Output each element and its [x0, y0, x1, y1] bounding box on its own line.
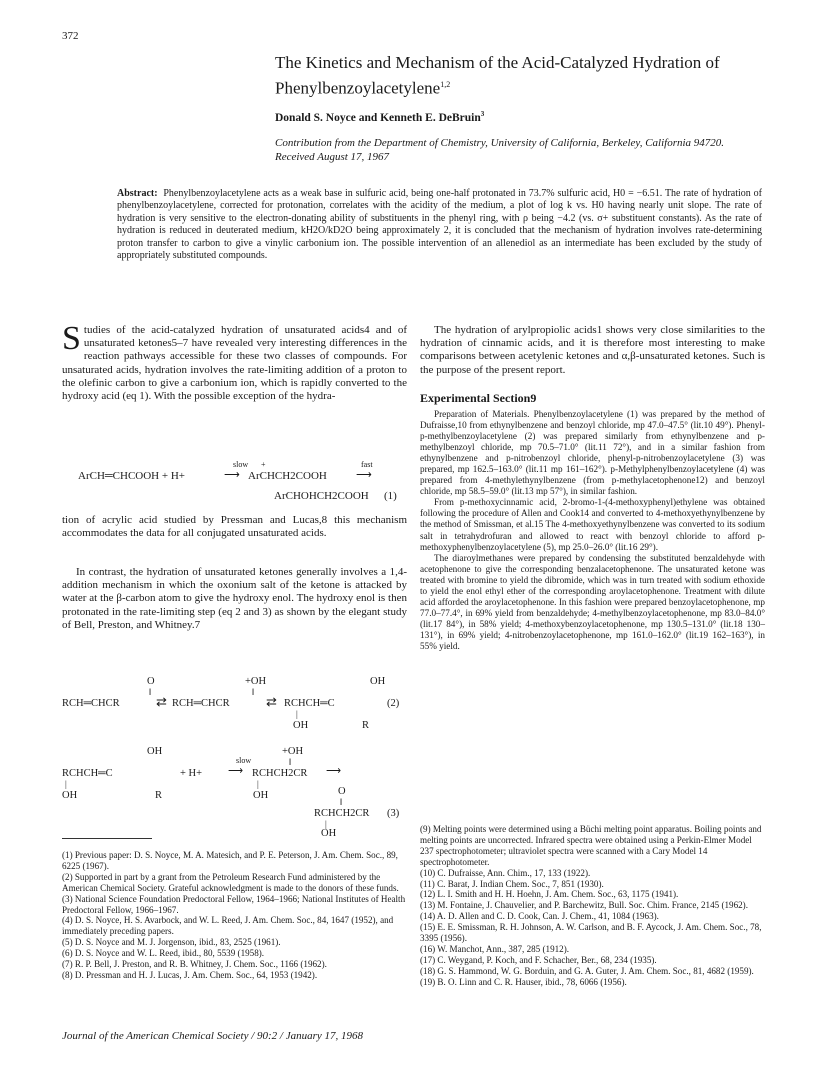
- eq3-slow-label: slow: [236, 756, 252, 765]
- footnote: (6) D. S. Noyce and W. L. Reed, ibid., 80, 5539 (1958).: [62, 948, 265, 959]
- affiliation: Contribution from the Department of Chemistry, University of California, Berkeley, California 94720. Received August 17, 1967: [275, 137, 725, 163]
- abstract-text: Phenylbenzoylacetylene acts as a weak base in sulfuric acid, being one-half protonated in 73.7% sulfuric acid, H0 = −6.51. The rate of hydration of phenylbenzoylacetylene, corrected for protonation, correlates with the acidity of the medium, a plot of log k vs. H0 having nearly unit slope. The rate of hydration is very sensitive to the electron-donating ability of substituents in the phenyl ring, with ρ being −4.2 (vs. σ+ substituent constants). As the rate of hydration is reduced in deuterated medium, kH2O/kD2O being approximately 2, it is concluded that the mechanism of hydration involves rate-determining proton transfer to carbon to give a vinylic carbonium ion. The possible intervention of an allenediol as an intermediate has been excluded by the study of appropriately substituted compounds.: [117, 188, 763, 262]
- eq3-final-bond: |: [325, 819, 327, 829]
- eq3-final-double-bond: ‖: [340, 797, 343, 807]
- eq2-ketone: RCH═CHCR: [62, 698, 120, 709]
- footnote: (10) C. Dufraisse, Ann. Chim., 17, 133 (1922).: [420, 867, 591, 878]
- eq3-number: (3): [387, 808, 400, 819]
- eq3-protonated-oh: +OH: [282, 746, 304, 757]
- footnote: (7) R. P. Bell, J. Preston, and R. B. Whitney, J. Chem. Soc., 1166 (1962).: [62, 959, 327, 970]
- footnote: (4) D. S. Noyce, H. S. Avarbock, and W. L. Reed, J. Am. Chem. Soc., 84, 1647 (1952), and immediately preceding papers.: [62, 915, 394, 937]
- eq2-carbonyl-o: O: [147, 676, 155, 687]
- eq2-protonated-oh: +OH: [245, 676, 267, 687]
- eq1-arrow-2: ⟶: [356, 469, 372, 481]
- abstract: [117, 188, 762, 262]
- eq3-enol: RCHCH═C: [62, 768, 113, 779]
- eq3-oh-top: OH: [147, 746, 163, 757]
- footnote: (13) M. Fontaine, J. Chauvelier, and P. Barchewitz, Bull. Soc. Chim. France, 2145 (1962).: [420, 900, 748, 911]
- eq2-double-bond: ‖: [149, 687, 152, 697]
- eq1-number: (1): [384, 490, 397, 502]
- author-names: Donald S. Noyce and Kenneth E. DeBruin: [275, 111, 481, 124]
- footnote: (17) C. Weygand, P. Koch, and F. Schacher, Ber., 68, 234 (1935).: [420, 954, 657, 965]
- eq1-fast-label: fast: [361, 460, 373, 469]
- eq2-equilibrium-arrow-1: ⇄: [156, 694, 167, 709]
- drop-cap: S: [62, 320, 81, 357]
- author-footnote-marker: 3: [480, 110, 485, 118]
- footnotes-right: [420, 824, 765, 988]
- eq1-arrow-1: ⟶: [224, 469, 240, 481]
- abstract-label: Abstract:: [117, 188, 158, 199]
- eq2-number: (2): [387, 698, 400, 709]
- eq2-bond-down: |: [296, 709, 298, 719]
- eq1-slow-label: slow: [233, 460, 249, 469]
- eq3-bond-mid: |: [257, 779, 259, 789]
- eq2-double-bond-2: ‖: [252, 687, 255, 697]
- author-line: [275, 110, 484, 124]
- footnote-rule: [62, 838, 152, 839]
- eq3-oh-left: OH: [62, 790, 78, 801]
- eq3-arrow-2: ⟶: [326, 766, 342, 777]
- footnote: (5) D. S. Noyce and M. J. Jorgenson, ibid., 83, 2525 (1961).: [62, 937, 281, 948]
- footnote: (8) D. Pressman and H. J. Lucas, J. Am. Chem. Soc., 64, 1953 (1942).: [62, 969, 318, 980]
- footnote: (9) Melting points were determined using a Büchi melting point apparatus. Boiling points and melting points are uncorrected. Infrared spectra were obtained using a Perkin-Elmer Model 237 spectrophotometer; ultraviolet spectra were scanned with a Cary Model 14 spectrophotometer.: [420, 824, 762, 867]
- experimental-heading: Experimental Section9: [420, 391, 537, 405]
- journal-footer: Journal of the American Chemical Society / 90:2 / January 17, 1968: [62, 1030, 364, 1042]
- footnote: (11) C. Barat, J. Indian Chem. Soc., 7, 851 (1930).: [420, 878, 604, 889]
- intro-p1-text: tudies of the acid-catalyzed hydration of unsaturated acids4 and of unsaturated ketones5–7 have revealed very interesting differences in the reaction pathways accessible for these two classes of compounds. For unsaturated acids, hydration involves the rate-limiting addition of a proton to the olefinic carbon to give a carbonium ion, which is rapidly converted to the hydroxy acid (eq 1). With the possible exception of the hydra-: [62, 324, 407, 403]
- eq2-equilibrium-arrow-2: ⇄: [266, 694, 277, 709]
- eq3-oh-mid: OH: [253, 790, 269, 801]
- eq1-reactants: ArCH═CHCOOH + H+: [78, 470, 185, 482]
- intro-paragraph-3: In contrast, the hydration of unsaturated ketones generally involves a 1,4-addition mechanism in which the oxonium salt of the ketone is attacked by water at the β-carbon atom to give the hydroxy enol. The hydroxy enol is then protonated in the rate-limiting step (eq 2 and 3) as shown by the elegant study of Bell, Preston, and Whitney.7: [62, 566, 407, 631]
- equation-3: [62, 746, 407, 840]
- title-footnote-marker: 1,2: [440, 80, 451, 89]
- eq3-final-o: O: [338, 786, 346, 797]
- eq1-intermediate: ArCHCH2COOH: [248, 470, 327, 482]
- footnote: (1) Previous paper: D. S. Noyce, M. A. Matesich, and P. E. Peterson, J. Am. Chem. Soc., 89, 6225 (1967).: [62, 850, 398, 871]
- eq2-oh-below: OH: [293, 720, 309, 731]
- eq3-proton: + H+: [180, 768, 203, 779]
- article-title: [275, 52, 755, 100]
- footnote: (15) E. E. Smissman, R. H. Johnson, A. W. Carlson, and B. F. Aycock, J. Am. Chem. Soc., 78, 3395 (1956).: [420, 922, 762, 944]
- experimental-paragraph: Preparation of Materials. Phenylbenzoylacetylene (1) was prepared by the method of Dufraisse,10 from ethynylbenzene and benzoyl chloride, mp 47.0–47.5° (lit.10 49°). Phenyl-p-methylbenzoylacetylene (2) was prepared similarly from ethynylbenzene and p-methylbenzoyl chloride, mp 70.5–71.0° (lit.11 72°), and in a similar fashion from ethynylbenzene and p-nitrobenzoyl chloride, phenyl-p-nitrobenzoylacetylene (3) was prepared, mp 162.5–163.0° (lit.11 mp 161–162°). p-Methylphenylbenzoylacetylene (4) was prepared from 4-methylethynylbenzene (from p-methylacetophenone12) and benzoyl chloride, mp 58.5–59.0° (lit.13 mp 57°), in similar fashion.: [420, 409, 765, 497]
- intro-paragraph-2: tion of acrylic acid studied by Pressman and Lucas,8 this mechanism accommodates the data for all conjugated unsaturated acids.: [62, 514, 407, 540]
- page-number: 372: [62, 30, 79, 42]
- eq2-r-below: R: [362, 720, 370, 731]
- footnote: (18) G. S. Hammond, W. G. Borduin, and G. A. Guter, J. Am. Chem. Soc., 81, 4682 (1959).: [420, 965, 754, 976]
- footnote: (12) L. I. Smith and H. H. Hoehn, J. Am. Chem. Soc., 63, 1175 (1941).: [420, 889, 679, 900]
- equation-1: [78, 460, 408, 508]
- experimental-paragraph: From p-methoxycinnamic acid, 2-bromo-1-(4-methoxyphenyl)ethylene was obtained following the procedure of Allen and Cook14 and converted to 4-methoxyethynylbenzene by the method of Smissman, et al.15 The 4-methoxyethynylbenzene was converted to its sodium salt in tetrahydrofuran and allowed to react with benzoyl chloride to afford p-methoxyphenylbenzoylacetylene (5), mp 25.0–26.0° (lit.16 29°).: [420, 497, 765, 552]
- intro-paragraph-1: [62, 320, 407, 403]
- eq3-r: R: [155, 790, 163, 801]
- footnotes-left: [62, 850, 407, 981]
- eq3-final-product: RCHCH2CR: [314, 808, 370, 819]
- eq3-final-oh: OH: [321, 828, 337, 839]
- eq3-oxonium: RCHCH2CR: [252, 768, 308, 779]
- footnote: (16) W. Manchot, Ann., 387, 285 (1912).: [420, 943, 570, 954]
- footnote: (19) B. O. Linn and C. R. Hauser, ibid., 78, 6066 (1956).: [420, 976, 627, 987]
- eq2-oh-top: OH: [370, 676, 386, 687]
- experimental-paragraph: The diaroylmethanes were prepared by condensing the substituted benzaldehyde with acetophenone to give the corresponding benzalacetophenone. The unsaturated ketone was treated with bromine to yield the dibromide, which was in turn treated with sodium ethoxide to yield the enol ethyl ether of the corresponding aroylacetophenone. Treatment with dilute acid afforded the aroylacetophenone. In this fashion were prepared benzoylacetophenone, mp 77.0–77.4°, in 69% yield from benzaldehyde; 4-methylbenzoylacetophenone, mp 83.0–84.0° (lit.17 84°), in 58% yield; 4-methoxybenzoylacetophenone, mp 130.5–131.0° (lit.18 130–131°), in 69% yield; 4-nitrobenzoylacetophenone, mp 161.0–162.0° (lit.19 162–163°), in 55% yield.: [420, 552, 765, 651]
- footnote: (2) Supported in part by a grant from the Petroleum Research Fund administered by the American Chemical Society. Grateful acknowledgment is made to the donors of these funds.: [62, 871, 399, 893]
- eq1-plus-charge: +: [261, 460, 266, 469]
- intro-right-paragraph: The hydration of arylpropiolic acids1 shows very close similarities to the hydration of cinnamic acids, and it is therefore most interesting to make comparisons between acetylenic ketones and α,β-unsaturated ketones. Such is the purpose of the present report.: [420, 324, 765, 376]
- equation-2: [62, 676, 407, 742]
- eq3-double-bond: ‖: [289, 757, 292, 767]
- eq3-bond-left: |: [65, 779, 67, 789]
- footnote: (14) A. D. Allen and C. D. Cook, Can. J. Chem., 41, 1084 (1963).: [420, 911, 659, 922]
- eq3-arrow: ⟶: [228, 766, 244, 777]
- footnote: (3) National Science Foundation Predoctoral Fellow, 1964–1966; National Institutes of Health Predoctoral Fellow, 1966–1967.: [62, 893, 406, 915]
- experimental-body: [420, 409, 765, 652]
- eq2-oxonium: RCH═CHCR: [172, 698, 230, 709]
- eq2-enol: RCHCH═C: [284, 698, 335, 709]
- eq1-product: ArCHOHCH2COOH: [274, 490, 369, 502]
- title-text: The Kinetics and Mechanism of the Acid-Catalyzed Hydration of Phenylbenzoylacetylene: [275, 53, 720, 98]
